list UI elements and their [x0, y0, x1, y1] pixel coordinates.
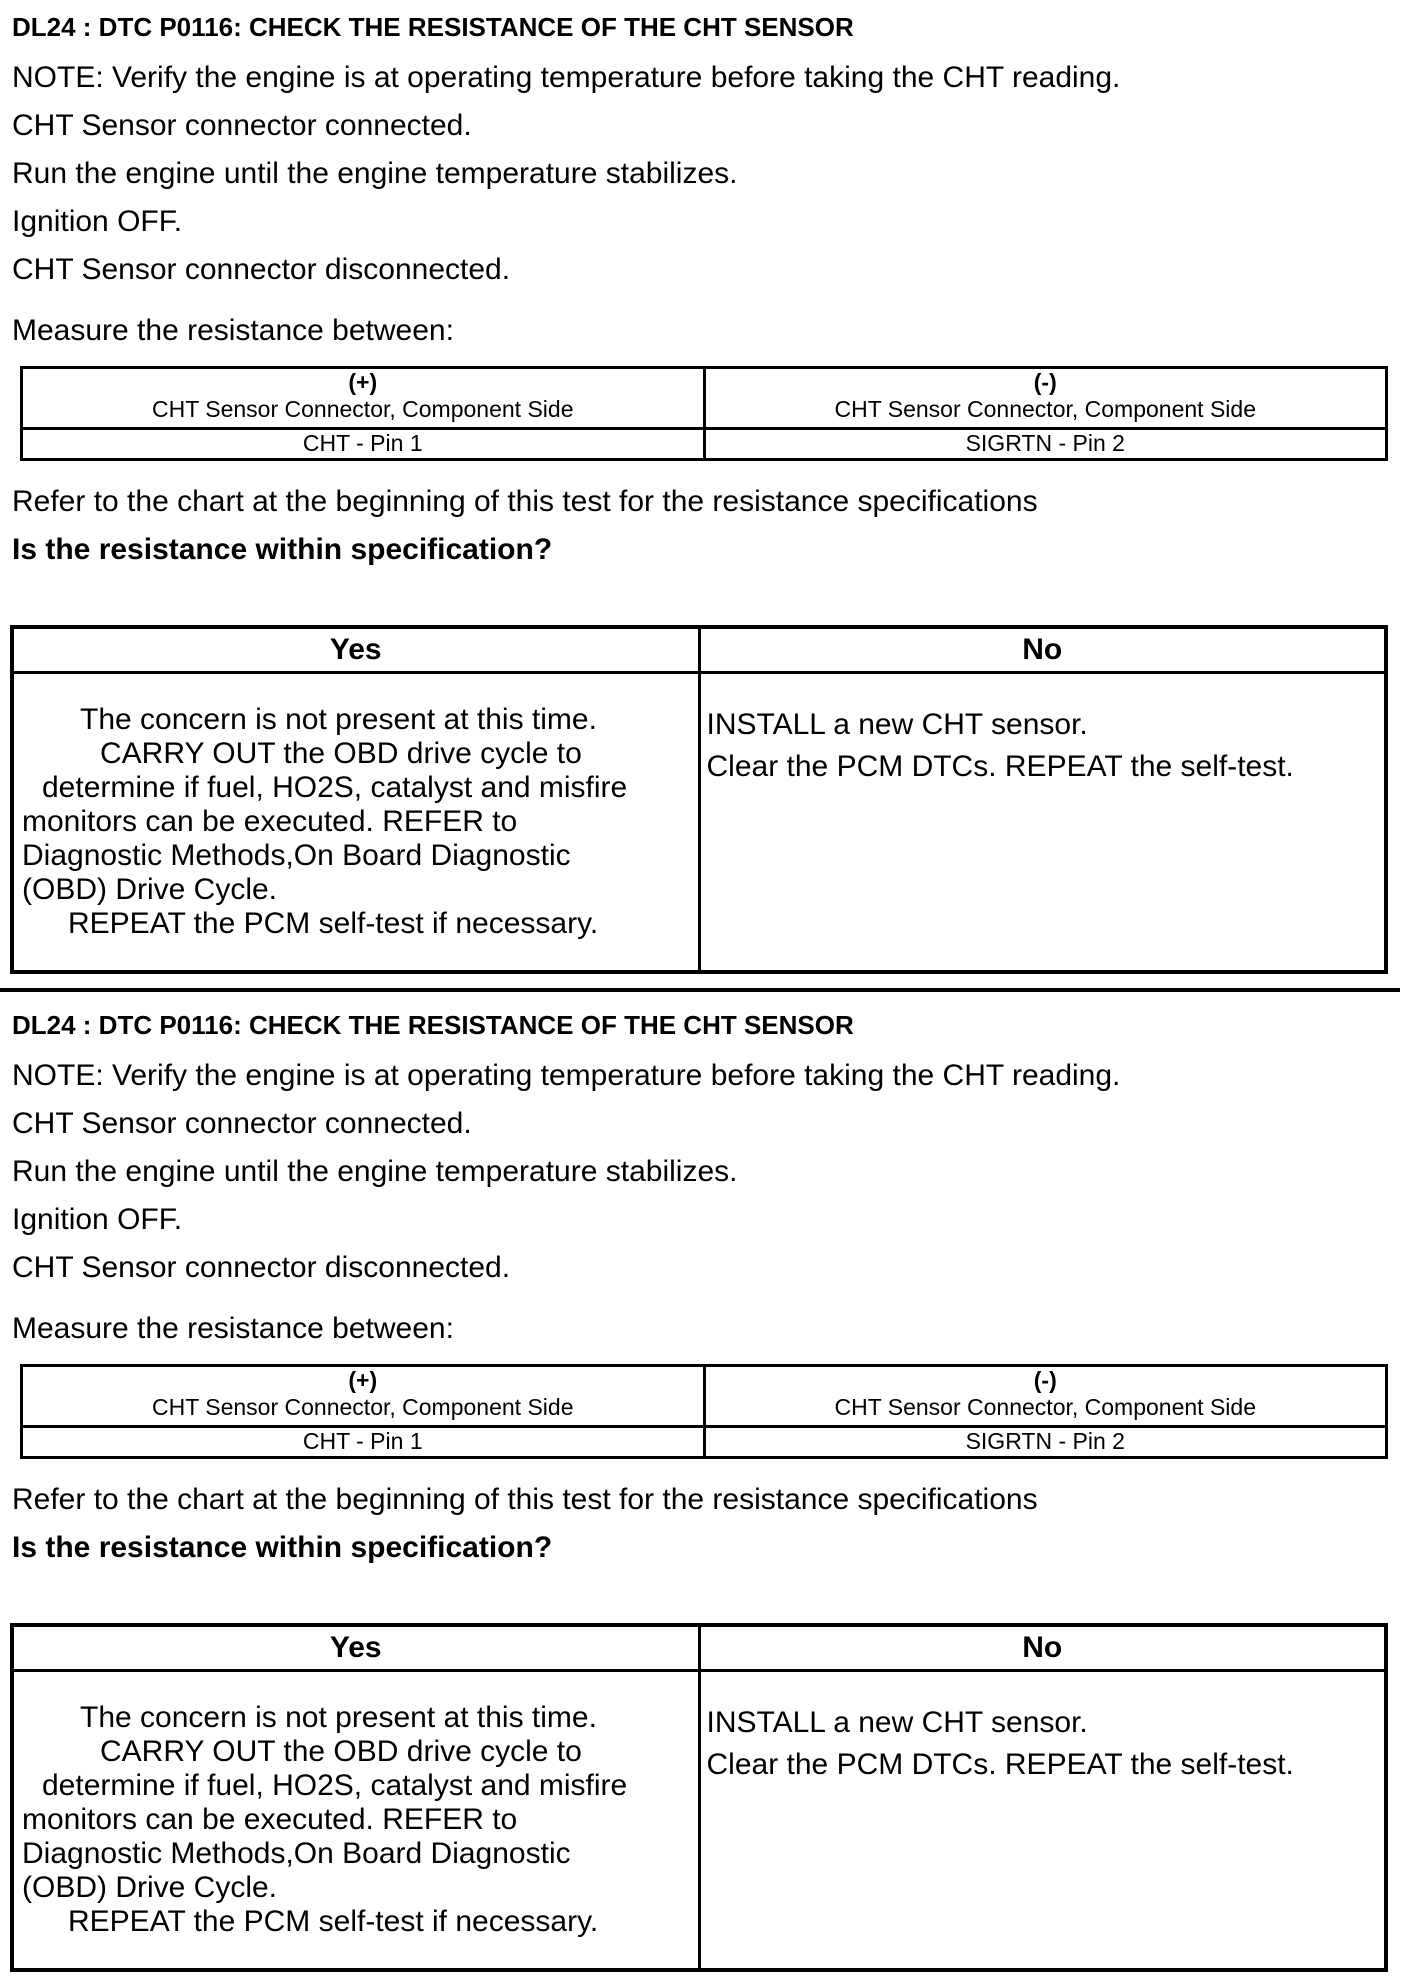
step-line: Ignition OFF.	[12, 1203, 183, 1236]
minus-value: SIGRTN - Pin 2	[704, 429, 1387, 460]
refer-text: Refer to the chart at the beginning of this test for the resistance specifications	[12, 1483, 1038, 1516]
no-action-cell	[699, 673, 1386, 973]
step-line: CHT Sensor connector connected.	[12, 109, 472, 142]
note-line: NOTE: Verify the engine is at operating temperature before taking the CHT reading.	[12, 1059, 1121, 1092]
measurement-table	[20, 1364, 1388, 1459]
plus-subheader: CHT Sensor Connector, Component Side	[152, 396, 574, 422]
plus-value: CHT - Pin 1	[22, 1427, 705, 1458]
step-line: Measure the resistance between:	[12, 1312, 454, 1345]
procedure-section	[0, 998, 1408, 1988]
plus-header: (+)	[348, 1367, 378, 1393]
yes-line: (OBD) Drive Cycle.	[22, 873, 278, 906]
note-line: NOTE: Verify the engine is at operating temperature before taking the CHT reading.	[12, 61, 1121, 94]
minus-header-cell	[704, 368, 1387, 429]
minus-header: (-)	[1033, 369, 1057, 395]
plus-header-cell	[22, 368, 705, 429]
yes-header: Yes	[12, 1625, 699, 1671]
step-line: Ignition OFF.	[12, 205, 183, 238]
procedure-section	[0, 0, 1408, 990]
yes-line: The concern is not present at this time.	[80, 703, 597, 736]
yes-action-cell	[12, 1671, 699, 1971]
yes-line: monitors can be executed. REFER to	[22, 1803, 518, 1836]
yes-line: monitors can be executed. REFER to	[22, 805, 518, 838]
plus-value: CHT - Pin 1	[22, 429, 705, 460]
question-text: Is the resistance within specification?	[12, 1531, 553, 1564]
step-line: CHT Sensor connector disconnected.	[12, 253, 511, 286]
no-line: INSTALL a new CHT sensor.	[706, 708, 1088, 741]
yes-line: determine if fuel, HO2S, catalyst and misfire	[42, 1769, 628, 1802]
yes-line: REPEAT the PCM self-test if necessary.	[68, 907, 599, 940]
section-title: DL24 : DTC P0116: CHECK THE RESISTANCE OF THE CHT SENSOR	[12, 12, 854, 42]
no-line: INSTALL a new CHT sensor.	[706, 1706, 1088, 1739]
yes-action-cell	[12, 673, 699, 973]
yes-line: CARRY OUT the OBD drive cycle to	[100, 1735, 582, 1768]
question-text: Is the resistance within specification?	[12, 533, 553, 566]
yes-header: Yes	[12, 627, 699, 673]
minus-value: SIGRTN - Pin 2	[704, 1427, 1387, 1458]
no-header: No	[699, 627, 1386, 673]
yes-line: CARRY OUT the OBD drive cycle to	[100, 737, 582, 770]
yes-line: (OBD) Drive Cycle.	[22, 1871, 278, 1904]
step-line: Run the engine until the engine temperature stabilizes.	[12, 157, 738, 190]
result-table	[10, 625, 1388, 974]
section-divider	[0, 988, 1400, 992]
step-line: Run the engine until the engine temperature stabilizes.	[12, 1155, 738, 1188]
minus-header: (-)	[1033, 1367, 1057, 1393]
refer-text: Refer to the chart at the beginning of this test for the resistance specifications	[12, 485, 1038, 518]
measurement-table	[20, 366, 1388, 461]
minus-subheader: CHT Sensor Connector, Component Side	[834, 1394, 1256, 1420]
plus-header: (+)	[348, 369, 378, 395]
no-header: No	[699, 1625, 1386, 1671]
step-line: CHT Sensor connector connected.	[12, 1107, 472, 1140]
yes-line: The concern is not present at this time.	[80, 1701, 597, 1734]
yes-line: determine if fuel, HO2S, catalyst and misfire	[42, 771, 628, 804]
yes-line: REPEAT the PCM self-test if necessary.	[68, 1905, 599, 1938]
minus-header-cell	[704, 1366, 1387, 1427]
minus-subheader: CHT Sensor Connector, Component Side	[834, 396, 1256, 422]
section-title: DL24 : DTC P0116: CHECK THE RESISTANCE OF THE CHT SENSOR	[12, 1010, 854, 1040]
step-line: Measure the resistance between:	[12, 314, 454, 347]
no-action-cell	[699, 1671, 1386, 1971]
no-line: Clear the PCM DTCs. REPEAT the self-test.	[706, 1748, 1294, 1781]
plus-header-cell	[22, 1366, 705, 1427]
step-line: CHT Sensor connector disconnected.	[12, 1251, 511, 1284]
no-line: Clear the PCM DTCs. REPEAT the self-test.	[706, 750, 1294, 783]
yes-line: Diagnostic Methods,On Board Diagnostic	[22, 839, 571, 872]
plus-subheader: CHT Sensor Connector, Component Side	[152, 1394, 574, 1420]
yes-line: Diagnostic Methods,On Board Diagnostic	[22, 1837, 571, 1870]
result-table	[10, 1623, 1388, 1972]
